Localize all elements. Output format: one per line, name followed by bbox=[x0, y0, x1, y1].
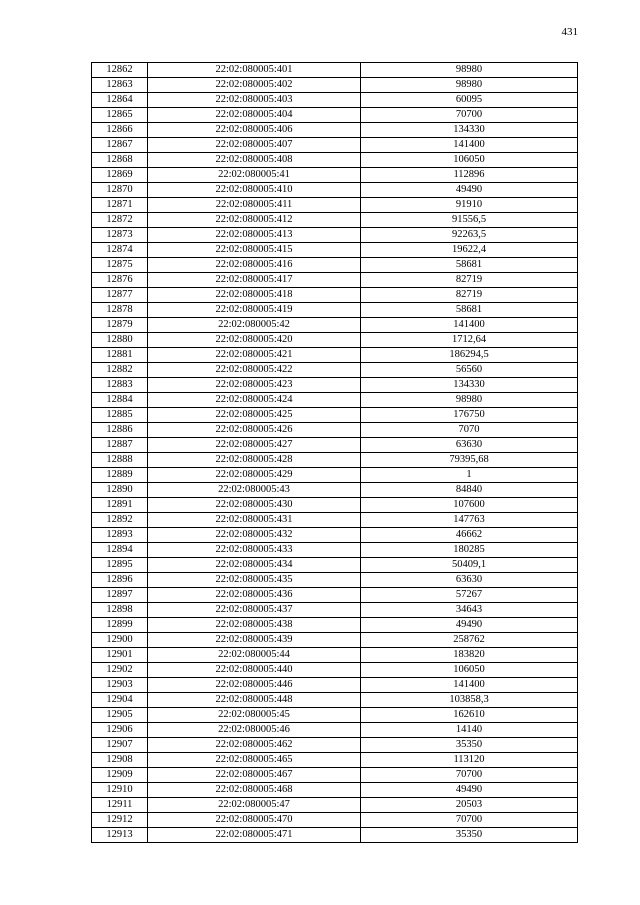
value-cell: 84840 bbox=[361, 483, 578, 498]
row-number-cell: 12875 bbox=[92, 258, 148, 273]
cadastral-number-cell: 22:02:080005:440 bbox=[148, 663, 361, 678]
cadastral-number-cell: 22:02:080005:44 bbox=[148, 648, 361, 663]
value-cell: 82719 bbox=[361, 273, 578, 288]
cadastral-number-cell: 22:02:080005:418 bbox=[148, 288, 361, 303]
row-number-cell: 12867 bbox=[92, 138, 148, 153]
row-number-cell: 12872 bbox=[92, 213, 148, 228]
value-cell: 58681 bbox=[361, 258, 578, 273]
value-cell: 141400 bbox=[361, 678, 578, 693]
value-cell: 63630 bbox=[361, 438, 578, 453]
cadastral-number-cell: 22:02:080005:465 bbox=[148, 753, 361, 768]
table-row bbox=[92, 363, 578, 378]
cadastral-number-cell: 22:02:080005:437 bbox=[148, 603, 361, 618]
value-cell: 103858,3 bbox=[361, 693, 578, 708]
table-row bbox=[92, 693, 578, 708]
table-row bbox=[92, 378, 578, 393]
cadastral-number-cell: 22:02:080005:46 bbox=[148, 723, 361, 738]
row-number-cell: 12890 bbox=[92, 483, 148, 498]
cadastral-number-cell: 22:02:080005:417 bbox=[148, 273, 361, 288]
cadastral-number-cell: 22:02:080005:413 bbox=[148, 228, 361, 243]
row-number-cell: 12889 bbox=[92, 468, 148, 483]
row-number-cell: 12863 bbox=[92, 78, 148, 93]
row-number-cell: 12891 bbox=[92, 498, 148, 513]
value-cell: 1712,64 bbox=[361, 333, 578, 348]
cadastral-number-cell: 22:02:080005:470 bbox=[148, 813, 361, 828]
row-number-cell: 12896 bbox=[92, 573, 148, 588]
cadastral-number-cell: 22:02:080005:430 bbox=[148, 498, 361, 513]
value-cell: 147763 bbox=[361, 513, 578, 528]
cadastral-number-cell: 22:02:080005:433 bbox=[148, 543, 361, 558]
row-number-cell: 12910 bbox=[92, 783, 148, 798]
cadastral-number-cell: 22:02:080005:420 bbox=[148, 333, 361, 348]
table-row bbox=[92, 348, 578, 363]
value-cell: 180285 bbox=[361, 543, 578, 558]
cadastral-number-cell: 22:02:080005:404 bbox=[148, 108, 361, 123]
cadastral-number-cell: 22:02:080005:424 bbox=[148, 393, 361, 408]
cadastral-number-cell: 22:02:080005:425 bbox=[148, 408, 361, 423]
row-number-cell: 12905 bbox=[92, 708, 148, 723]
cadastral-number-cell: 22:02:080005:471 bbox=[148, 828, 361, 843]
row-number-cell: 12906 bbox=[92, 723, 148, 738]
value-cell: 134330 bbox=[361, 123, 578, 138]
cadastral-number-cell: 22:02:080005:434 bbox=[148, 558, 361, 573]
table-row bbox=[92, 753, 578, 768]
row-number-cell: 12903 bbox=[92, 678, 148, 693]
cadastral-number-cell: 22:02:080005:468 bbox=[148, 783, 361, 798]
page-number: 431 bbox=[561, 26, 578, 38]
cadastral-number-cell: 22:02:080005:446 bbox=[148, 678, 361, 693]
value-cell: 49490 bbox=[361, 183, 578, 198]
table-row bbox=[92, 483, 578, 498]
value-cell: 113120 bbox=[361, 753, 578, 768]
table-row bbox=[92, 318, 578, 333]
row-number-cell: 12904 bbox=[92, 693, 148, 708]
row-number-cell: 12879 bbox=[92, 318, 148, 333]
cadastral-number-cell: 22:02:080005:416 bbox=[148, 258, 361, 273]
row-number-cell: 12870 bbox=[92, 183, 148, 198]
table-row bbox=[92, 93, 578, 108]
value-cell: 98980 bbox=[361, 393, 578, 408]
value-cell: 46662 bbox=[361, 528, 578, 543]
row-number-cell: 12899 bbox=[92, 618, 148, 633]
row-number-cell: 12892 bbox=[92, 513, 148, 528]
cadastral-number-cell: 22:02:080005:41 bbox=[148, 168, 361, 183]
cadastral-number-cell: 22:02:080005:435 bbox=[148, 573, 361, 588]
row-number-cell: 12873 bbox=[92, 228, 148, 243]
table-row bbox=[92, 723, 578, 738]
row-number-cell: 12868 bbox=[92, 153, 148, 168]
row-number-cell: 12893 bbox=[92, 528, 148, 543]
row-number-cell: 12866 bbox=[92, 123, 148, 138]
value-cell: 56560 bbox=[361, 363, 578, 378]
value-cell: 98980 bbox=[361, 63, 578, 78]
value-cell: 19622,4 bbox=[361, 243, 578, 258]
row-number-cell: 12913 bbox=[92, 828, 148, 843]
value-cell: 176750 bbox=[361, 408, 578, 423]
row-number-cell: 12907 bbox=[92, 738, 148, 753]
value-cell: 162610 bbox=[361, 708, 578, 723]
cadastral-number-cell: 22:02:080005:410 bbox=[148, 183, 361, 198]
row-number-cell: 12900 bbox=[92, 633, 148, 648]
value-cell: 186294,5 bbox=[361, 348, 578, 363]
row-number-cell: 12862 bbox=[92, 63, 148, 78]
row-number-cell: 12876 bbox=[92, 273, 148, 288]
value-cell: 107600 bbox=[361, 498, 578, 513]
table-row bbox=[92, 423, 578, 438]
table-row bbox=[92, 558, 578, 573]
value-cell: 106050 bbox=[361, 153, 578, 168]
table-row bbox=[92, 153, 578, 168]
value-cell: 141400 bbox=[361, 138, 578, 153]
table-row bbox=[92, 108, 578, 123]
table-row bbox=[92, 168, 578, 183]
table-row bbox=[92, 63, 578, 78]
row-number-cell: 12874 bbox=[92, 243, 148, 258]
value-cell: 91556,5 bbox=[361, 213, 578, 228]
cadastral-number-cell: 22:02:080005:462 bbox=[148, 738, 361, 753]
table-row bbox=[92, 813, 578, 828]
cadastral-number-cell: 22:02:080005:43 bbox=[148, 483, 361, 498]
cadastral-number-cell: 22:02:080005:419 bbox=[148, 303, 361, 318]
row-number-cell: 12869 bbox=[92, 168, 148, 183]
value-cell: 258762 bbox=[361, 633, 578, 648]
table-row bbox=[92, 258, 578, 273]
cadastral-number-cell: 22:02:080005:422 bbox=[148, 363, 361, 378]
cadastral-number-cell: 22:02:080005:448 bbox=[148, 693, 361, 708]
row-number-cell: 12871 bbox=[92, 198, 148, 213]
row-number-cell: 12878 bbox=[92, 303, 148, 318]
cadastral-number-cell: 22:02:080005:45 bbox=[148, 708, 361, 723]
table-row bbox=[92, 783, 578, 798]
row-number-cell: 12881 bbox=[92, 348, 148, 363]
value-cell: 20503 bbox=[361, 798, 578, 813]
cadastral-number-cell: 22:02:080005:42 bbox=[148, 318, 361, 333]
row-number-cell: 12897 bbox=[92, 588, 148, 603]
value-cell: 112896 bbox=[361, 168, 578, 183]
row-number-cell: 12883 bbox=[92, 378, 148, 393]
table-row bbox=[92, 393, 578, 408]
cadastral-number-cell: 22:02:080005:439 bbox=[148, 633, 361, 648]
row-number-cell: 12902 bbox=[92, 663, 148, 678]
table-row bbox=[92, 303, 578, 318]
table-row bbox=[92, 768, 578, 783]
value-cell: 183820 bbox=[361, 648, 578, 663]
row-number-cell: 12884 bbox=[92, 393, 148, 408]
cadastral-number-cell: 22:02:080005:426 bbox=[148, 423, 361, 438]
cadastral-number-cell: 22:02:080005:428 bbox=[148, 453, 361, 468]
row-number-cell: 12898 bbox=[92, 603, 148, 618]
value-cell: 1 bbox=[361, 468, 578, 483]
cadastral-number-cell: 22:02:080005:402 bbox=[148, 78, 361, 93]
table-row bbox=[92, 603, 578, 618]
table-row bbox=[92, 708, 578, 723]
row-number-cell: 12877 bbox=[92, 288, 148, 303]
row-number-cell: 12908 bbox=[92, 753, 148, 768]
row-number-cell: 12882 bbox=[92, 363, 148, 378]
value-cell: 7070 bbox=[361, 423, 578, 438]
value-cell: 58681 bbox=[361, 303, 578, 318]
value-cell: 63630 bbox=[361, 573, 578, 588]
row-number-cell: 12887 bbox=[92, 438, 148, 453]
row-number-cell: 12865 bbox=[92, 108, 148, 123]
value-cell: 57267 bbox=[361, 588, 578, 603]
table-row bbox=[92, 438, 578, 453]
table-row bbox=[92, 273, 578, 288]
cadastral-number-cell: 22:02:080005:406 bbox=[148, 123, 361, 138]
row-number-cell: 12895 bbox=[92, 558, 148, 573]
value-cell: 14140 bbox=[361, 723, 578, 738]
table-row bbox=[92, 633, 578, 648]
cadastral-number-cell: 22:02:080005:401 bbox=[148, 63, 361, 78]
value-cell: 70700 bbox=[361, 768, 578, 783]
row-number-cell: 12909 bbox=[92, 768, 148, 783]
value-cell: 70700 bbox=[361, 108, 578, 123]
cadastral-number-cell: 22:02:080005:408 bbox=[148, 153, 361, 168]
cadastral-number-cell: 22:02:080005:436 bbox=[148, 588, 361, 603]
table-row bbox=[92, 408, 578, 423]
cadastral-number-cell: 22:02:080005:431 bbox=[148, 513, 361, 528]
table-row bbox=[92, 333, 578, 348]
row-number-cell: 12912 bbox=[92, 813, 148, 828]
table-row bbox=[92, 513, 578, 528]
value-cell: 79395,68 bbox=[361, 453, 578, 468]
cadastral-number-cell: 22:02:080005:403 bbox=[148, 93, 361, 108]
table-row bbox=[92, 618, 578, 633]
value-cell: 49490 bbox=[361, 783, 578, 798]
table-row bbox=[92, 663, 578, 678]
table-row bbox=[92, 183, 578, 198]
cadastral-number-cell: 22:02:080005:411 bbox=[148, 198, 361, 213]
value-cell: 92263,5 bbox=[361, 228, 578, 243]
row-number-cell: 12894 bbox=[92, 543, 148, 558]
value-cell: 50409,1 bbox=[361, 558, 578, 573]
value-cell: 35350 bbox=[361, 738, 578, 753]
cadastral-number-cell: 22:02:080005:429 bbox=[148, 468, 361, 483]
cadastral-number-cell: 22:02:080005:47 bbox=[148, 798, 361, 813]
value-cell: 82719 bbox=[361, 288, 578, 303]
table-row bbox=[92, 588, 578, 603]
cadastral-number-cell: 22:02:080005:467 bbox=[148, 768, 361, 783]
value-cell: 91910 bbox=[361, 198, 578, 213]
row-number-cell: 12885 bbox=[92, 408, 148, 423]
cadastral-number-cell: 22:02:080005:421 bbox=[148, 348, 361, 363]
value-cell: 70700 bbox=[361, 813, 578, 828]
table-row bbox=[92, 678, 578, 693]
row-number-cell: 12886 bbox=[92, 423, 148, 438]
table-row bbox=[92, 243, 578, 258]
table-row bbox=[92, 798, 578, 813]
table-row bbox=[92, 543, 578, 558]
table-row bbox=[92, 288, 578, 303]
data-table bbox=[91, 62, 578, 843]
row-number-cell: 12880 bbox=[92, 333, 148, 348]
row-number-cell: 12911 bbox=[92, 798, 148, 813]
value-cell: 35350 bbox=[361, 828, 578, 843]
table-row bbox=[92, 198, 578, 213]
table-row bbox=[92, 528, 578, 543]
table-row bbox=[92, 453, 578, 468]
value-cell: 34643 bbox=[361, 603, 578, 618]
table-row bbox=[92, 78, 578, 93]
table-row bbox=[92, 498, 578, 513]
table-row bbox=[92, 228, 578, 243]
value-cell: 106050 bbox=[361, 663, 578, 678]
table-row bbox=[92, 213, 578, 228]
cadastral-number-cell: 22:02:080005:432 bbox=[148, 528, 361, 543]
table-row bbox=[92, 468, 578, 483]
value-cell: 134330 bbox=[361, 378, 578, 393]
table-row bbox=[92, 648, 578, 663]
table-row bbox=[92, 573, 578, 588]
cadastral-number-cell: 22:02:080005:423 bbox=[148, 378, 361, 393]
cadastral-number-cell: 22:02:080005:415 bbox=[148, 243, 361, 258]
row-number-cell: 12864 bbox=[92, 93, 148, 108]
cadastral-number-cell: 22:02:080005:438 bbox=[148, 618, 361, 633]
table-row bbox=[92, 738, 578, 753]
value-cell: 60095 bbox=[361, 93, 578, 108]
table-row bbox=[92, 138, 578, 153]
value-cell: 98980 bbox=[361, 78, 578, 93]
cadastral-number-cell: 22:02:080005:427 bbox=[148, 438, 361, 453]
table-row bbox=[92, 123, 578, 138]
value-cell: 49490 bbox=[361, 618, 578, 633]
table-row bbox=[92, 828, 578, 843]
table-body bbox=[92, 63, 578, 843]
cadastral-number-cell: 22:02:080005:412 bbox=[148, 213, 361, 228]
row-number-cell: 12901 bbox=[92, 648, 148, 663]
cadastral-number-cell: 22:02:080005:407 bbox=[148, 138, 361, 153]
value-cell: 141400 bbox=[361, 318, 578, 333]
row-number-cell: 12888 bbox=[92, 453, 148, 468]
